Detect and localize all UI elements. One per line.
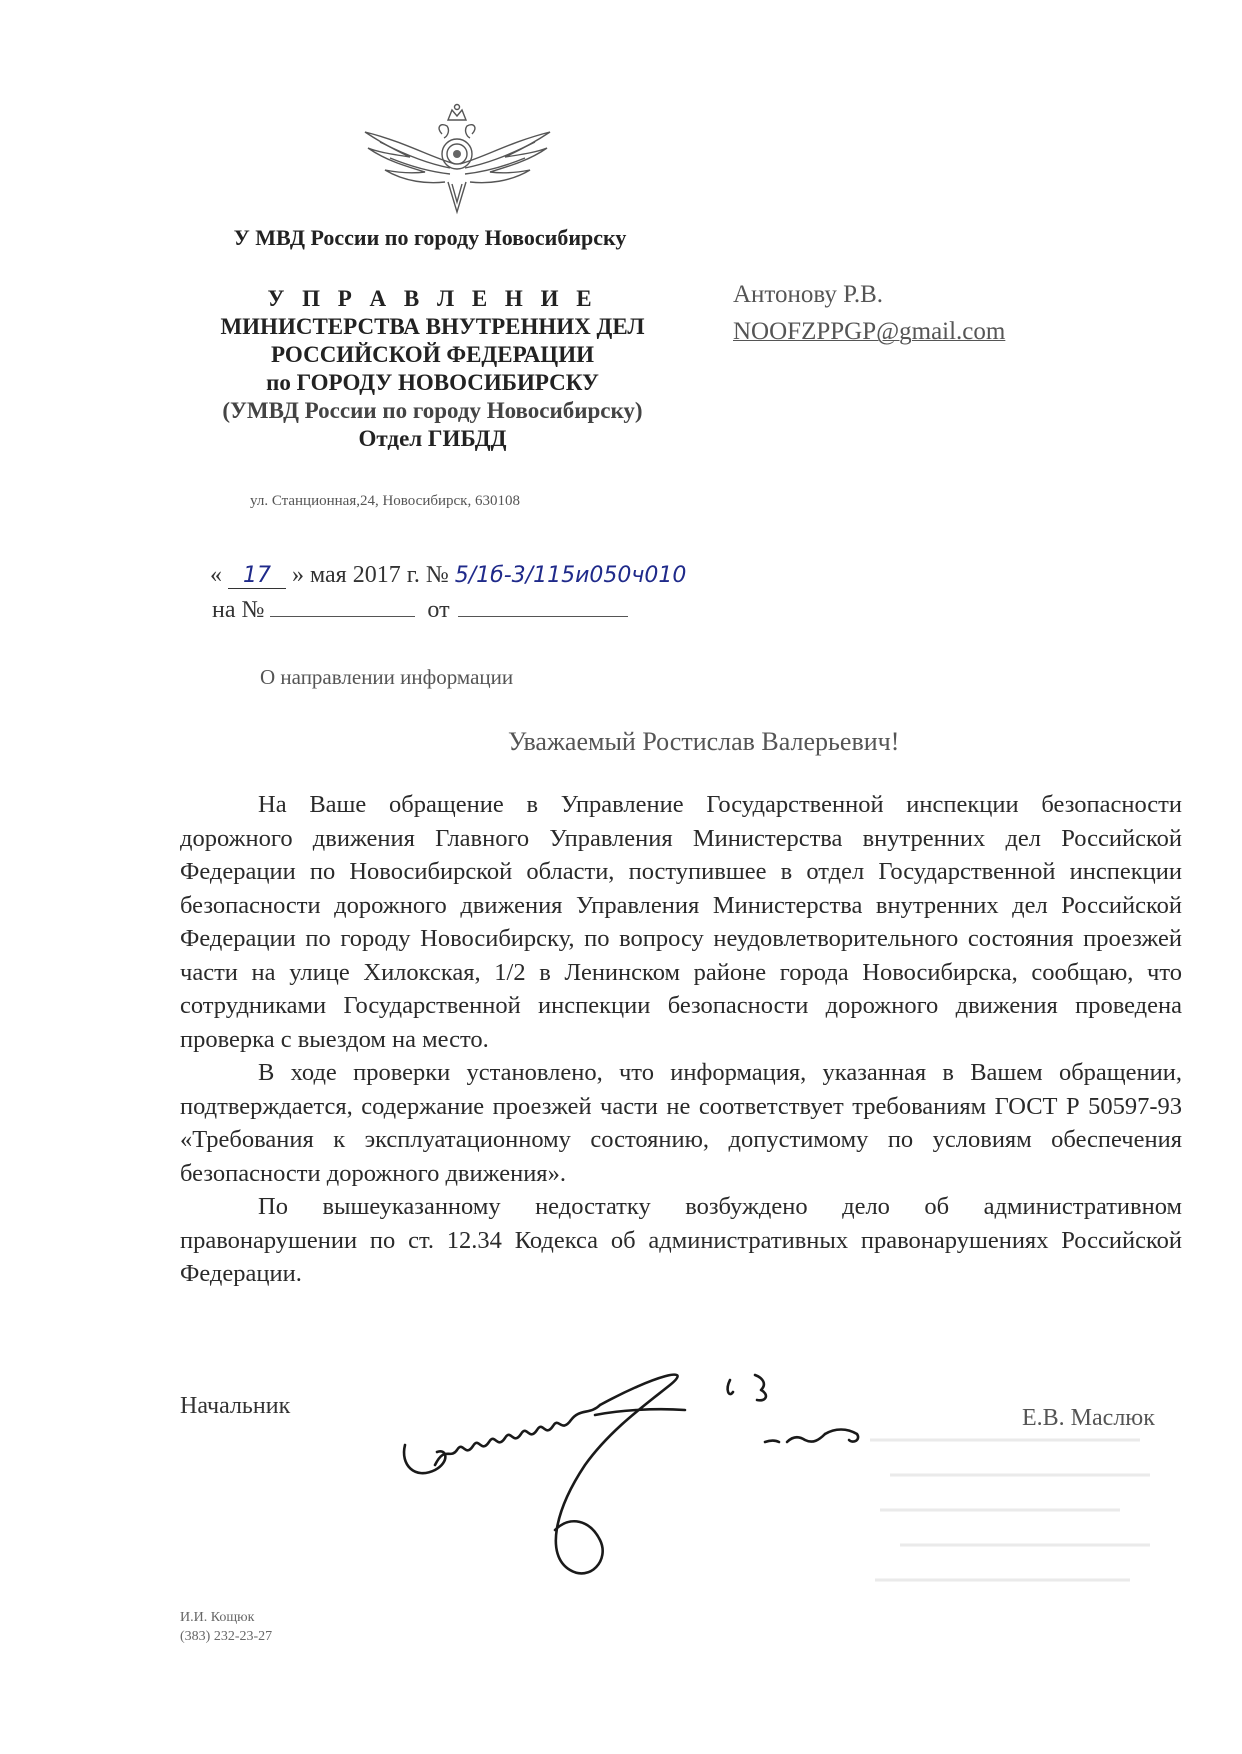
handwritten-signature-icon — [395, 1370, 975, 1600]
recipient-block — [733, 276, 1005, 350]
recipient-email: NOOFZPPGP@gmail.com — [733, 318, 1006, 345]
date-close-quote: » — [292, 562, 304, 588]
date-day: 17 — [228, 563, 286, 589]
org-line-6: Отдел ГИБДД — [358, 426, 507, 451]
date-line — [210, 562, 686, 589]
org-line-3: РОССИЙСКОЙ ФЕДЕРАЦИИ — [271, 342, 594, 367]
signer-name: Е.В. Маслюк — [1022, 1405, 1155, 1431]
body-paragraph-2: В ходе проверки установлено, что информация, указанная в Вашем обращении, подтверждается, содержание проезжей части не соответствует требованиям ГОСТ Р 50597-93 «Требования к эксплуатационному состоянию, допустимому по условиям обеспечения безопасности дорожного движения». — [180, 1059, 1182, 1187]
date-month-year: мая 2017 г. — [310, 562, 420, 588]
reference-date-blank — [458, 616, 628, 617]
reference-line — [212, 597, 628, 624]
org-line-1: У П Р А В Л Е Н И Е — [267, 286, 598, 311]
executor-phone: (383) 232-23-27 — [180, 1629, 273, 1644]
letter-body — [180, 788, 1182, 1291]
number-label: № — [425, 562, 449, 588]
reference-number-blank — [270, 616, 415, 617]
org-line-4: по ГОРОДУ НОВОСИБИРСКУ — [266, 370, 599, 395]
body-paragraph-3: По вышеуказанному недостатку возбуждено дело об административном правонарушении по ст. 12.34 Кодекса об административных правонарушениях Российской Федерации. — [180, 1193, 1182, 1287]
org-line-2: МИНИСТЕРСТВА ВНУТРЕННИХ ДЕЛ — [220, 314, 645, 339]
reference-from-label: от — [427, 597, 450, 623]
executor-block — [180, 1608, 272, 1646]
eagle-emblem-icon — [350, 102, 565, 227]
letter-salutation: Уважаемый Ростислав Валерьевич! — [508, 727, 900, 756]
org-block — [190, 285, 675, 453]
org-address: ул. Станционная,24, Новосибирск, 630108 — [250, 493, 520, 509]
recipient-name: Антонову Р.В. — [733, 281, 884, 308]
signature-mark: р 3 — [735, 1398, 737, 1399]
executor-name: И.И. Кощюк — [180, 1610, 255, 1625]
body-paragraph-1: На Ваше обращение в Управление Государственной инспекции безопасности дорожного движения Главного Управления Министерства внутренних дел Российской Федерации по Новосибирской области, поступившее в отдел Государственной инспекции безопасности дорожного движения Управления Министерства внутренних дел Российской Федерации по городу Новосибирску, по вопросу неудовлетворительного состояния проезжей части на улице Хилокская, 1/2 в Ленинском районе города Новосибирска, сообщаю, что сотрудниками Государственной инспекции безопасности дорожного движения проведена проверка с выездом на место. — [180, 791, 1182, 1053]
signer-title: Начальник — [180, 1393, 291, 1419]
org-short-name: У МВД России по городу Новосибирску — [233, 225, 627, 250]
outgoing-number: 5/1б-3/115и050ч010 — [454, 563, 687, 588]
reference-label: на № — [212, 597, 265, 623]
org-line-5: (УМВД России по городу Новосибирску) — [222, 398, 643, 423]
letter-subject: О направлении информации — [260, 665, 514, 689]
date-open-quote: « — [210, 562, 222, 588]
